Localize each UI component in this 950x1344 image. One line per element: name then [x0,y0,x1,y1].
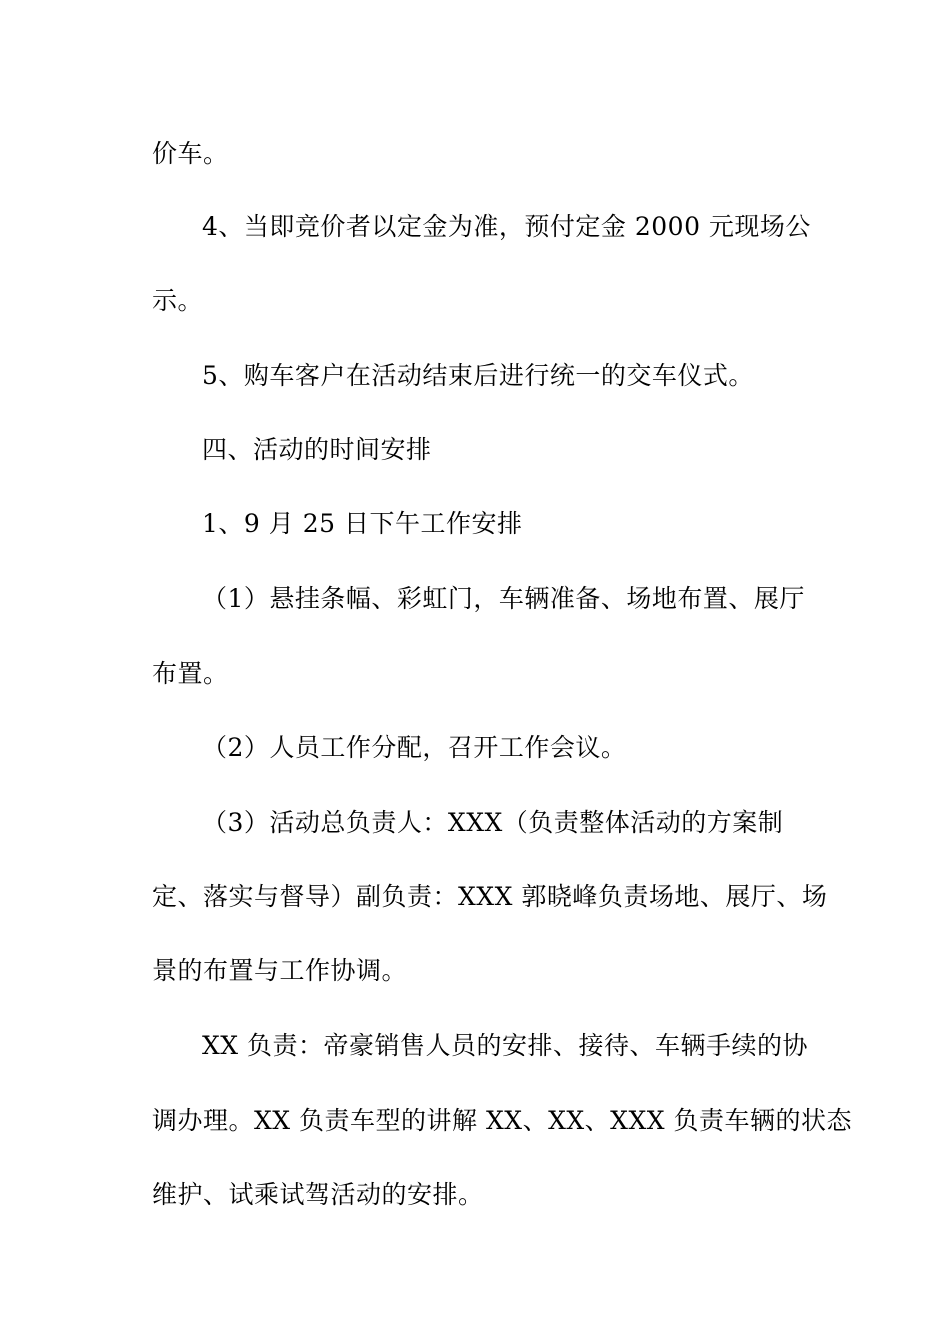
text-line: 价车。 [152,139,229,168]
text-line: 调办理。XX 负责车型的讲解 XX、XX、XXX 负责车辆的状态 [152,1106,853,1135]
text-line: XX 负责：帝豪销售人员的安排、接待、车辆手续的协 [202,1031,809,1060]
text-line: 5、购车客户在活动结束后进行统一的交车仪式。 [202,361,754,390]
text-line: 4、当即竞价者以定金为准，预付定金 2000 元现场公 [202,212,811,241]
subsection-heading: 1、9 月 25 日下午工作安排 [202,509,523,538]
text-line: （1）悬挂条幅、彩虹门，车辆准备、场地布置、展厅 [202,584,805,613]
text-line: 示。 [152,286,204,315]
text-line: 布置。 [152,659,229,688]
section-heading: 四、活动的时间安排 [202,435,432,464]
text-line: 景的布置与工作协调。 [152,956,408,985]
text-line: （2）人员工作分配，召开工作会议。 [202,733,627,762]
text-line: 维护、试乘试驾活动的安排。 [152,1180,484,1209]
text-line: 定、落实与督导）副负责：XXX 郭晓峰负责场地、展厅、场 [152,882,828,911]
text-line: （3）活动总负责人：XXX（负责整体活动的方案制 [202,808,784,837]
